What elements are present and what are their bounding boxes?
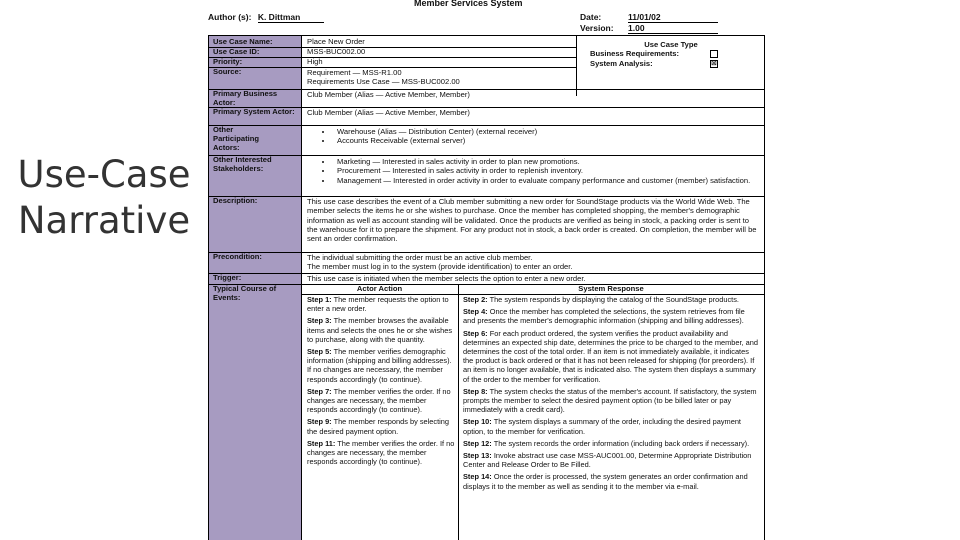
date-value: 11/01/02 — [628, 13, 718, 23]
source-label: Source: — [213, 67, 242, 76]
description-label: Description: — [213, 196, 258, 205]
use-case-table — [208, 35, 765, 540]
step-item — [307, 417, 455, 435]
step-number: Step 10: — [463, 417, 492, 427]
version-value: 1.00 — [628, 24, 718, 34]
step-item — [463, 307, 759, 325]
other-stakeholders-value — [307, 157, 762, 185]
step-text: The system displays a summary of the order, including the desired payment option, to the member for verification. — [463, 417, 741, 436]
use-case-name-label: Use Case Name: — [213, 37, 273, 46]
author-line — [208, 13, 324, 23]
source-line: Requirements Use Case — MSS-BUC002.00 — [307, 77, 460, 87]
business-requirements-label: Business Requirements: — [590, 49, 680, 59]
primary-business-actor-label: Primary Business Actor: — [213, 89, 278, 107]
list-item: • Procurement — Interested in sales activity in order to replenish inventory. — [333, 166, 762, 175]
version-label: Version: — [580, 23, 614, 33]
step-text: The member responds by selecting the desired payment option. — [307, 417, 449, 436]
step-item — [463, 329, 759, 384]
step-number: Step 6: — [463, 328, 488, 338]
step-text: The member verifies the order. If no changes are necessary, the member responds accordingly (to continue). — [307, 386, 451, 415]
document-header — [200, 0, 768, 36]
typical-course-label: Typical Course of Events: — [213, 284, 277, 302]
other-stakeholders-label: Other Interested Stakeholders: — [213, 155, 272, 173]
step-number: Step 4: — [463, 307, 488, 317]
trigger-value: This use case is initiated when the member selects the option to enter a new order. — [307, 274, 586, 283]
system-analysis-checkbox[interactable]: ☒ — [711, 61, 717, 68]
date-label: Date: — [580, 12, 602, 22]
author-value: K. Dittman — [258, 13, 324, 23]
use-case-type-heading: Use Case Type — [644, 40, 698, 49]
step-item — [463, 417, 759, 435]
step-text: Invoke abstract use case MSS-AUC001.00, Determine Appropriate Distribution Center and Release Order to Be Filled. — [463, 451, 752, 470]
step-number: Step 1: — [307, 295, 332, 304]
step-text: The system records the order information (including back orders if necessary). — [493, 438, 750, 448]
slide-title — [14, 152, 194, 244]
step-number: Step 9: — [307, 417, 332, 427]
step-item — [307, 387, 455, 415]
description-value: This use case describes the event of a Club member submitting a new order for SoundStage products via the World Wide Web. The member selects the items he or she wishes to purchase. Once the member has completed shopping, the member's demographic information as well as account standing will be validated. Once the products are verified as being in stock, a packing order is sent to the warehouse for it to prepare the shipment. For any product not in stock, a back order is created. On completion, the member will be sent an order confirmation. — [307, 197, 757, 244]
step-number: Step 7: — [307, 386, 332, 396]
business-requirements-checkbox[interactable] — [710, 50, 718, 58]
use-case-id-value: MSS-BUC002.00 — [307, 47, 366, 56]
step-number: Step 13: — [463, 451, 492, 461]
primary-business-actor-value: Club Member (Alias — Active Member, Member) — [307, 90, 470, 99]
step-text: The member verifies demographic information (shipping and billing addresses). If no changes are necessary, the member responds accordingly (to continue). — [307, 347, 452, 384]
date-version-box — [580, 13, 718, 35]
step-text: The member requests the option to enter a new order. — [307, 295, 449, 314]
step-text: The system checks the status of the member's account. If satisfactory, the system prompts the member to select the desired payment option (to be billed later or pay immediately with a credit card). — [463, 386, 757, 415]
use-case-id-label: Use Case ID: — [213, 47, 260, 56]
priority-label: Priority: — [213, 57, 243, 66]
step-item — [307, 316, 455, 344]
other-participating-actors-label: Other Participating Actors: — [213, 125, 259, 152]
step-number: Step 11: — [307, 438, 336, 448]
step-text: For each product ordered, the system verifies the product availability and determines an expected ship date, determines the price to be charged to the member, and determines the cost of the total order. If an item is not immediately available, it indicates the product is back ordered or that it has not been released for shipping (for preorders). If an item is no longer available, that is indicated also. The system then displays a summary of the order to the member for verification. — [463, 328, 758, 384]
slide-title-line1: Use-Case — [17, 153, 191, 196]
source-value — [307, 68, 460, 87]
step-text: Once the member has completed the selections, the system retrieves from file and presents the member's demographic information (shipping and billing addresses). — [463, 307, 745, 326]
step-text: Once the order is processed, the system generates an order confirmation and displays it to the member as well as sending it to the member via e-mail. — [463, 472, 748, 491]
step-item — [463, 472, 759, 490]
step-number: Step 2: — [463, 295, 488, 304]
typical-course-of-events — [301, 284, 764, 540]
system-title: Member Services System — [414, 0, 523, 8]
step-number: Step 8: — [463, 386, 488, 396]
step-number: Step 3: — [307, 316, 332, 326]
slide-title-line2: Narrative — [17, 199, 191, 242]
step-text: The system responds by displaying the catalog of the SoundStage products. — [489, 295, 739, 304]
list-item: • Warehouse (Alias — Distribution Center) (external receiver) — [333, 127, 757, 136]
step-number: Step 12: — [463, 438, 492, 448]
use-case-type-box — [576, 36, 765, 96]
step-item — [463, 451, 759, 469]
step-item — [463, 439, 759, 448]
step-item — [307, 439, 455, 467]
precondition-line: The individual submitting the order must be an active club member. — [307, 253, 533, 262]
step-item — [463, 387, 759, 415]
actor-steps — [307, 295, 455, 469]
system-steps — [463, 295, 759, 494]
use-case-document — [200, 0, 768, 540]
step-text: The member verifies the order. If no changes are necessary, the member responds accordingly (to continue). — [307, 438, 455, 467]
list-item: • Management — Interested in order activity in order to evaluate company performance and customer (member) satisfaction. — [333, 176, 762, 185]
list-item: • Marketing — Interested in sales activity in order to plan new promotions. — [333, 157, 762, 166]
use-case-name-value: Place New Order — [307, 37, 365, 46]
precondition-value — [307, 253, 759, 272]
step-number: Step 14: — [463, 472, 492, 482]
author-label: Author (s): — [208, 12, 252, 22]
source-line: Requirement — MSS-R1.00 — [307, 68, 402, 77]
step-item — [307, 295, 455, 313]
step-item — [463, 295, 759, 304]
priority-value: High — [307, 57, 323, 66]
system-analysis-label: System Analysis: — [590, 59, 653, 69]
system-response-header: System Response — [458, 284, 764, 295]
primary-system-actor-label: Primary System Actor: — [213, 107, 295, 116]
other-participating-actors-value — [307, 127, 757, 146]
trigger-label: Trigger: — [213, 273, 242, 282]
list-item: • Accounts Receivable (external server) — [333, 136, 757, 145]
step-item — [307, 347, 455, 384]
step-text: The member browses the available items and selects the ones he or she wishes to purchase, along with the quantity. — [307, 316, 453, 344]
step-number: Step 5: — [307, 347, 332, 357]
precondition-line: The member must log in to the system (provide identification) to enter an order. — [307, 262, 573, 272]
actor-action-header: Actor Action — [301, 284, 458, 295]
precondition-label: Precondition: — [213, 252, 262, 261]
primary-system-actor-value: Club Member (Alias — Active Member, Member) — [307, 108, 470, 117]
